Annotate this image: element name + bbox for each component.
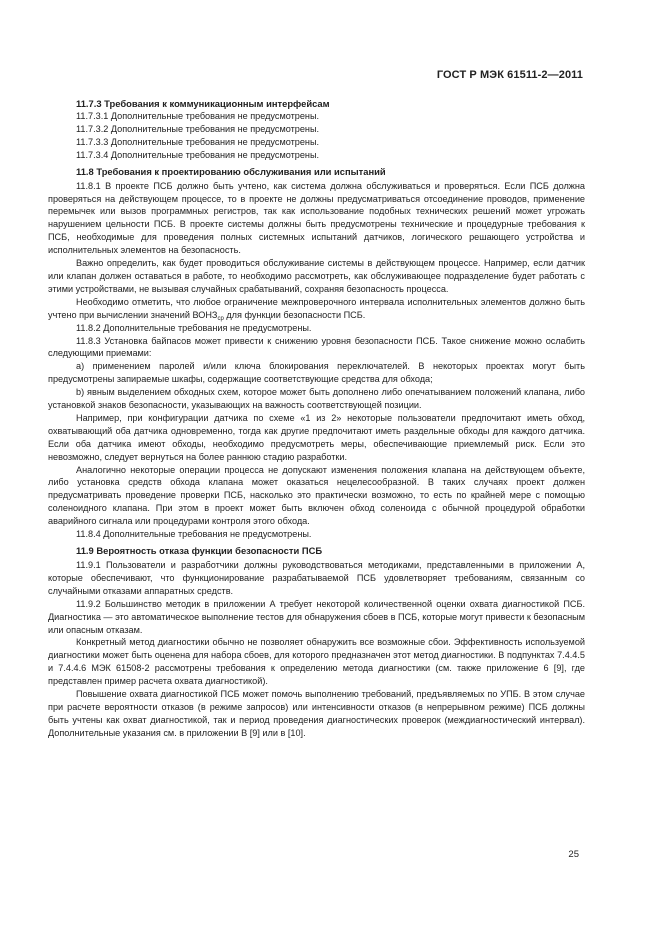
clause-11-7-3-4: 11.7.3.4 Дополнительные требования не предусмотрены. — [76, 149, 320, 160]
paragraph-interval-text-a: Необходимо отметить, что любое ограничение межпроверочного интервала исполнительных элементов должно быть учтено при вычислении значений ВОНЗ — [48, 296, 585, 320]
clause-11-9-1: 11.9.1 Пользователи и разработчики должны руководствоваться методиками, представленными в приложении А, которые обеспечивают, что функционирование разрабатываемой ПСБ удовлетворяет требованиям, связанным со случайными отказами аппаратных средств. — [48, 560, 585, 596]
paragraph-coverage: Повышение охвата диагностикой ПСБ может помочь выполнению требований, предъявляемых по УПБ. В этом случае при расчете вероятности отказов (в режиме запросов) или интенсивности отказов (в непрерывном режиме) ПСБ должны быть учтены как охват диагностикой, так и период проведения диагностических проверок (междиагностический интервал). Дополнительные указания см. в приложении В [9] или в [10]. — [48, 689, 585, 738]
paragraph-valve: Аналогично некоторые операции процесса не допускают изменения положения клапана на действующем объекте, либо установка средств обхода клапана может оказаться нецелесообразной. В таких случаях проект должен предусматривать проведение проверки ПСБ, насколько это практически возможно, то есть по крайней мере с помощью соленоидного клапана. При этом в проект может быть включен обход соленоида с обычной процедурой обработки аварийного сигнала или процедурами контроля этого обхода. — [48, 464, 585, 527]
list-item-a: a) применением паролей и/или ключа блокирования переключателей. В некоторых проектах могут быть предусмотрены запираемые шкафы, содержащие соответствующие средства для обхода; — [48, 361, 585, 385]
clause-11-7-3-1: 11.7.3.1 Дополнительные требования не предусмотрены. — [76, 111, 320, 121]
paragraph-interval-text-b: для функции безопасности ПСБ. — [223, 309, 366, 320]
page-body — [48, 97, 585, 740]
clause-11-7-3-2: 11.7.3.2 Дополнительные требования не предусмотрены. — [76, 123, 320, 134]
paragraph-maintenance: Важно определить, как будет проводиться обслуживание системы в действующем процессе. Например, если датчик или клапан должен оставаться в работе, то необходимо рассмотреть, как обслуживающее подразделение будет работать с этими устройствами, не вызывая случайных срабатываний, сохраняя безопасность процесса. — [48, 258, 585, 294]
paragraph-interval — [48, 296, 585, 322]
clause-11-8-4: 11.8.4 Дополнительные требования не предусмотрены. — [76, 529, 312, 540]
section-11-7-3-heading: 11.7.3 Требования к коммуникационным интерфейсам — [76, 98, 330, 109]
paragraph-1oo2: Например, при конфигурации датчика по схеме «1 из 2» некоторые пользователи предпочитают иметь обход, охватывающий оба датчика одновременно, тогда как другие предпочитают иметь раздельные обходы для каждого датчика. Если оба датчика имеют обходы, необходимо предусмотреть меры, обеспечивающие приемлемый риск. Если это невозможно, следует вернуться на более раннюю стадию разработки. — [48, 412, 585, 462]
subscript-sr: ср — [217, 315, 224, 322]
paragraph-diagnostics: Конкретный метод диагностики обычно не позволяет обнаружить все возможные сбои. Эффективность используемой диагностики может быть оценена для набора сбоев, для которого предназначен этот метод диагностики. В подпунктах 7.4.4.5 и 7.4.4.6 МЭК 61508-2 рассмотрены требования к определению метода диагностики (см. также приложение 6 [9], где представлен пример расчета охвата диагностикой). — [48, 637, 585, 687]
document-header: ГОСТ Р МЭК 61511-2—2011 — [436, 69, 583, 81]
clause-11-8-3: 11.8.3 Установка байпасов может привести к снижению уровня безопасности ПСБ. Такое снижение можно ослабить следующими приемами: — [48, 335, 585, 359]
section-11-8-heading: 11.8 Требования к проектированию обслуживания или испытаний — [76, 165, 386, 177]
clause-11-7-3-3: 11.7.3.3 Дополнительные требования не предусмотрены. — [76, 136, 320, 147]
clause-11-9-2: 11.9.2 Большинство методик в приложении А требует некоторой количественной оценки охвата диагностикой ПСБ. Диагностика — это автоматическое выполнение тестов для обнаружения сбоев в ПСБ, которые могут привести к безопасным или опасным отказам. — [48, 598, 585, 635]
clause-11-8-2: 11.8.2 Дополнительные требования не предусмотрены. — [76, 322, 312, 333]
section-11-9-heading: 11.9 Вероятность отказа функции безопасности ПСБ — [76, 545, 323, 556]
clause-11-8-1: 11.8.1 В проекте ПСБ должно быть учтено, как система должна обслуживаться и проверяться. Если ПСБ должна проверяться на действующем процессе, то в проекте не должны предусматриваться отсоединение проводов, применение перемычек или вызов программных регистров, так как использование подобных технических решений может угрожать нарушением цельности ПСБ. В проекте системы должны быть предусмотрены технические и процедурные требования к ПСБ, необходимые для проведения полных системных испытаний датчиков, логического решающего устройства и исполнительных элементов на безопасность. — [48, 180, 585, 256]
page-number: 25 — [568, 849, 579, 860]
list-item-b: b) явным выделением обходных схем, которое может быть дополнено либо опечатыванием положений клапана, либо установкой знаков безопасности, указывающих на важность соответствующей позиции. — [48, 387, 585, 411]
